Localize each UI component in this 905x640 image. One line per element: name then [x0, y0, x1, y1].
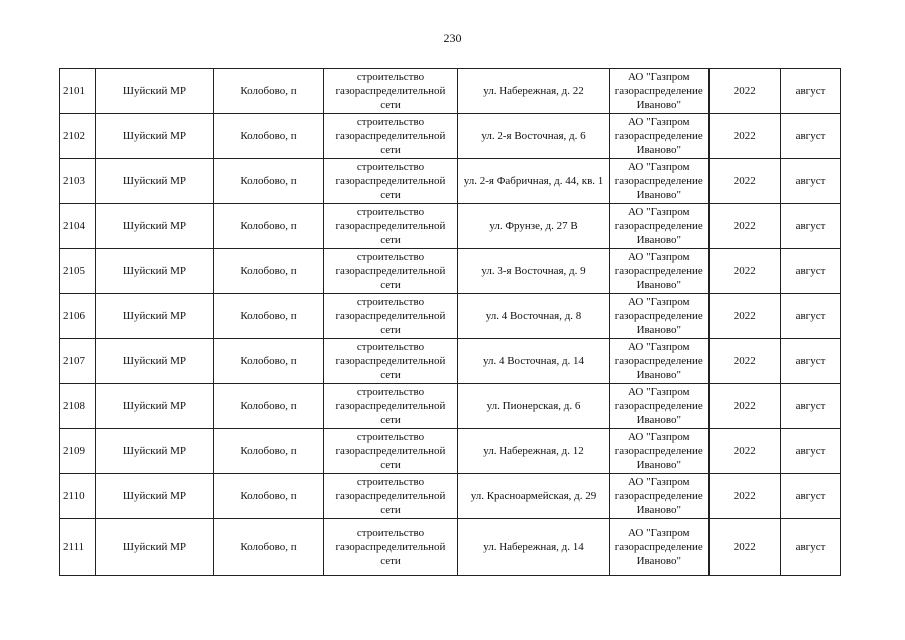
work-type-cell: строительство газораспределительной сети	[324, 114, 458, 159]
month-cell: август	[781, 114, 841, 159]
year-cell: 2022	[709, 384, 781, 429]
district-cell: Шуйский МР	[96, 384, 214, 429]
row-number: 2108	[60, 384, 96, 429]
district-cell: Шуйский МР	[96, 339, 214, 384]
month-cell: август	[781, 519, 841, 576]
address-cell: ул. 3-я Восточная, д. 9	[458, 249, 610, 294]
address-cell: ул. Набережная, д. 14	[458, 519, 610, 576]
work-type-cell: строительство газораспределительной сети	[324, 159, 458, 204]
table-row	[60, 294, 841, 339]
organization-cell: АО "Газпром газораспределение Иваново"	[610, 114, 709, 159]
locality-cell: Колобово, п	[214, 204, 324, 249]
row-number: 2101	[60, 69, 96, 114]
locality-cell: Колобово, п	[214, 249, 324, 294]
row-number: 2105	[60, 249, 96, 294]
work-type-cell: строительство газораспределительной сети	[324, 294, 458, 339]
month-cell: август	[781, 249, 841, 294]
row-number: 2107	[60, 339, 96, 384]
table-row	[60, 204, 841, 249]
address-cell: ул. Красноармейская, д. 29	[458, 474, 610, 519]
year-cell: 2022	[709, 339, 781, 384]
address-cell: ул. Набережная, д. 12	[458, 429, 610, 474]
work-type-cell: строительство газораспределительной сети	[324, 339, 458, 384]
address-cell: ул. Фрунзе, д. 27 В	[458, 204, 610, 249]
organization-cell: АО "Газпром газораспределение Иваново"	[610, 339, 709, 384]
work-type-cell: строительство газораспределительной сети	[324, 519, 458, 576]
work-type-cell: строительство газораспределительной сети	[324, 474, 458, 519]
address-cell: ул. Пионерская, д. 6	[458, 384, 610, 429]
locality-cell: Колобово, п	[214, 474, 324, 519]
month-cell: август	[781, 204, 841, 249]
locality-cell: Колобово, п	[214, 384, 324, 429]
organization-cell: АО "Газпром газораспределение Иваново"	[610, 384, 709, 429]
district-cell: Шуйский МР	[96, 159, 214, 204]
year-cell: 2022	[709, 519, 781, 576]
district-cell: Шуйский МР	[96, 204, 214, 249]
address-cell: ул. 2-я Восточная, д. 6	[458, 114, 610, 159]
district-cell: Шуйский МР	[96, 69, 214, 114]
table-row	[60, 249, 841, 294]
work-type-cell: строительство газораспределительной сети	[324, 249, 458, 294]
locality-cell: Колобово, п	[214, 69, 324, 114]
work-type-cell: строительство газораспределительной сети	[324, 69, 458, 114]
address-cell: ул. 4 Восточная, д. 14	[458, 339, 610, 384]
district-cell: Шуйский МР	[96, 519, 214, 576]
address-cell: ул. 2-я Фабричная, д. 44, кв. 1	[458, 159, 610, 204]
locality-cell: Колобово, п	[214, 339, 324, 384]
month-cell: август	[781, 339, 841, 384]
row-number: 2109	[60, 429, 96, 474]
locality-cell: Колобово, п	[214, 114, 324, 159]
table-body	[60, 69, 841, 576]
row-number: 2110	[60, 474, 96, 519]
month-cell: август	[781, 384, 841, 429]
gasification-table	[59, 68, 841, 576]
address-cell: ул. 4 Восточная, д. 8	[458, 294, 610, 339]
organization-cell: АО "Газпром газораспределение Иваново"	[610, 249, 709, 294]
row-number: 2111	[60, 519, 96, 576]
table-row	[60, 429, 841, 474]
month-cell: август	[781, 474, 841, 519]
table-row	[60, 474, 841, 519]
organization-cell: АО "Газпром газораспределение Иваново"	[610, 294, 709, 339]
table-row	[60, 159, 841, 204]
month-cell: август	[781, 69, 841, 114]
work-type-cell: строительство газораспределительной сети	[324, 384, 458, 429]
row-number: 2103	[60, 159, 96, 204]
row-number: 2102	[60, 114, 96, 159]
organization-cell: АО "Газпром газораспределение Иваново"	[610, 474, 709, 519]
organization-cell: АО "Газпром газораспределение Иваново"	[610, 519, 709, 576]
work-type-cell: строительство газораспределительной сети	[324, 429, 458, 474]
table-row	[60, 114, 841, 159]
organization-cell: АО "Газпром газораспределение Иваново"	[610, 159, 709, 204]
month-cell: август	[781, 159, 841, 204]
work-type-cell: строительство газораспределительной сети	[324, 204, 458, 249]
organization-cell: АО "Газпром газораспределение Иваново"	[610, 429, 709, 474]
district-cell: Шуйский МР	[96, 294, 214, 339]
locality-cell: Колобово, п	[214, 294, 324, 339]
year-cell: 2022	[709, 114, 781, 159]
locality-cell: Колобово, п	[214, 159, 324, 204]
district-cell: Шуйский МР	[96, 429, 214, 474]
year-cell: 2022	[709, 474, 781, 519]
address-cell: ул. Набережная, д. 22	[458, 69, 610, 114]
organization-cell: АО "Газпром газораспределение Иваново"	[610, 69, 709, 114]
year-cell: 2022	[709, 429, 781, 474]
page-number: 230	[443, 31, 462, 45]
district-cell: Шуйский МР	[96, 474, 214, 519]
row-number: 2104	[60, 204, 96, 249]
year-cell: 2022	[709, 294, 781, 339]
year-cell: 2022	[709, 69, 781, 114]
month-cell: август	[781, 429, 841, 474]
row-number: 2106	[60, 294, 96, 339]
year-cell: 2022	[709, 159, 781, 204]
month-cell: август	[781, 294, 841, 339]
locality-cell: Колобово, п	[214, 519, 324, 576]
table-row	[60, 69, 841, 114]
district-cell: Шуйский МР	[96, 249, 214, 294]
table-row	[60, 384, 841, 429]
year-cell: 2022	[709, 249, 781, 294]
table-row	[60, 519, 841, 576]
table-row	[60, 339, 841, 384]
district-cell: Шуйский МР	[96, 114, 214, 159]
year-cell: 2022	[709, 204, 781, 249]
locality-cell: Колобово, п	[214, 429, 324, 474]
organization-cell: АО "Газпром газораспределение Иваново"	[610, 204, 709, 249]
